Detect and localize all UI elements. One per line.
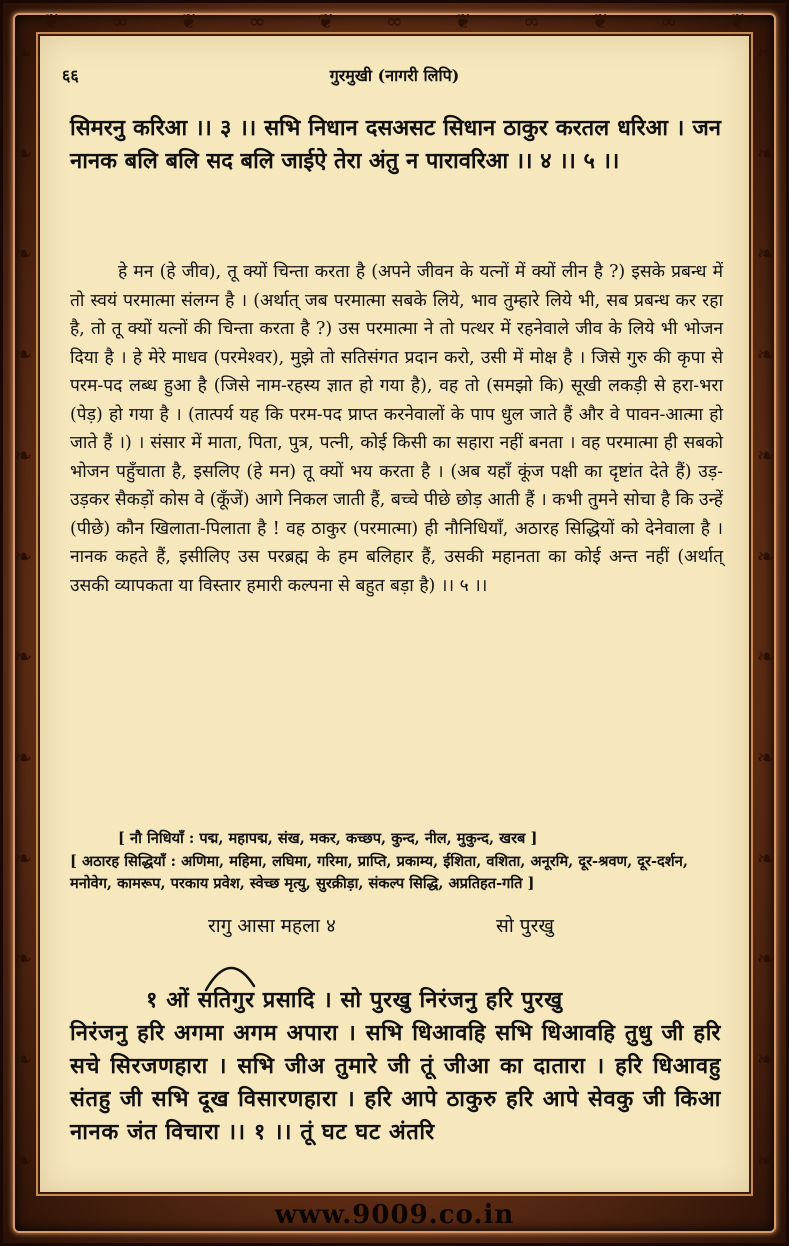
raag-heading <box>40 912 749 940</box>
scroll-ornament-icon: ❧ <box>13 846 33 872</box>
footnotes <box>70 828 723 896</box>
shabad-title: सो पुरखु <box>496 915 554 937</box>
scroll-ornament-icon: ❧ <box>756 1148 776 1174</box>
scroll-ornament-icon: ❦ <box>591 9 609 33</box>
scroll-ornament-icon: ❧ <box>13 544 33 570</box>
verse-block-top: सिमरनु करिआ ।। ३ ।। सभि निधान दसअसट सिधान ठाकुर करतल धरिआ । जन नानक बलि बलि सद बलि जाईऐ तेरा अंतु न पारावरिआ ।। ४ ।। ५ ।। <box>70 115 721 174</box>
scroll-ornament-icon: ❧ <box>13 443 33 469</box>
scroll-ornament-icon: ❧ <box>756 443 776 469</box>
scroll-ornament-icon: ❦ <box>180 9 197 33</box>
scroll-ornament-icon: ∞ <box>523 9 540 33</box>
commentary-paragraph: हे मन (हे जीव), तू क्यों चिन्ता करता है (अपने जीवन के यत्नों में क्यों लीन है ?) इसके प्रबन्ध में तो स्वयं परमात्मा संलग्न है । (अर्थात् जब परमात्मा सबके लिये, भाव तुम्हारे लिये भी, सब प्रबन्ध कर रहा है, तो तू क्यों यत्नों की चिन्ता करता है ?) उस परमात्मा ने तो पत्थर में रहनेवाले जीव के लिये भी भोजन दिया है । हे मेरे माधव (परमेश्वर), मुझे तो सतिसंगत प्रदान करो, उसी में मोक्ष है । जिसे गुरु की कृपा से परम-पद लब्ध हुआ है (जिसे नाम-रहस्य ज्ञात हो गया है), वह तो (समझो कि) सूखी लकड़ी से हरा-भरा (पेड़) हो गया है । (तात्पर्य यह कि परम-पद प्राप्त करनेवालों के पाप धुल जाते हैं और वे पावन-आत्मा हो जाते हैं ।) । संसार में माता, पिता, पुत्र, पत्नी, कोई किसी का सहारा नहीं बनता । वह परमात्मा ही सबको भोजन पहुँचाता है, इसलिए (हे मन) तू क्यों भय करता है । (अब यहाँ कूंज पक्षी का दृष्टांत देते हैं) उड़-उड़कर सैकड़ों कोस वे (कूँजें) आगे निकल जाती हैं, बच्चे पीछे छोड़ आती हैं । कभी तुमने सोचा है कि उन्हें (पीछे) कौन खिलाता-पिलाता है ! वह ठाकुर (परमात्मा) ही नौनिधियाँ, अठारह सिद्धियों को देनेवाला है । नानक कहते हैं, इसीलिए उस परब्रह्म के हम बलिहार हैं, उसकी महानता का कोई अन्त नहीं (अर्थात् उसकी व्यापकता या विस्तार हमारी कल्पना से बहुत बड़ा है) ।। ५ ।। <box>70 262 723 596</box>
note-eighteen-siddhis: [ अठारह सिद्धियाँ : अणिमा, महिमा, लघिमा, गरिमा, प्राप्ति, प्रकाम्य, ईशिता, वशिता, अनूरमि, दूर-श्रवण, दूर-दर्शन, मनोवेग, कामरूप, परकाय प्रवेश, स्वेच्छ मृत्यु, सुरक्रीड़ा, संकल्प सिद्धि, अप्रतिहत-गति ] <box>70 852 688 892</box>
scroll-ornament-icon: ∞ <box>248 9 266 33</box>
scripture-page <box>38 34 751 1194</box>
scroll-ornament-icon: ❦ <box>317 9 335 33</box>
scroll-ornament-icon: ❧ <box>13 1148 33 1174</box>
right-ornament-border <box>754 43 778 1173</box>
scroll-ornament-icon: ❧ <box>13 1048 33 1074</box>
scroll-ornament-icon: ❧ <box>756 343 776 369</box>
scroll-ornament-icon: ❧ <box>13 41 33 66</box>
scroll-ornament-icon: ❧ <box>756 645 776 671</box>
raag-name: रागु आसा महला ४ <box>208 915 336 937</box>
scroll-ornament-icon: ∞ <box>111 9 129 33</box>
note-nine-treasures: [ नौ निधियाँ : पद्म, महापद्म, संख, मकर, कच्छप, कुन्द, नील, मुकुन्द, खरब ] <box>118 830 538 847</box>
website-url: www.9009.co.in <box>274 1200 515 1230</box>
page-header <box>62 64 727 88</box>
scroll-ornament-icon: ❧ <box>13 645 33 671</box>
scroll-ornament-icon: ❧ <box>756 41 776 66</box>
scroll-ornament-icon: ❧ <box>13 343 33 369</box>
top-ornament-border <box>43 9 746 33</box>
verse-continuation: निरंजनु हरि अगमा अगम अपारा । सभि धिआवहि सभि धिआवहि तुधु जी हरि सचे सिरजणहारा । सभि जीअ तुमारे जी तूं जीआ का दातारा । हरि धिआवहु संतहु जी सभि दूख विसारणहारा । हरि आपे ठाकुरु हरि आपे सेवकु जी किआ नानक जंत विचारा ।। १ ।। तूं घट घट अंतरि <box>70 1020 721 1145</box>
verse-block-bottom <box>70 984 721 1149</box>
left-ornament-border <box>11 43 35 1173</box>
verse-mool-line: १ ओं सतिगुर प्रसादि । सो पुरखु निरंजनु हरि पुरखु <box>146 987 563 1013</box>
scroll-ornament-icon: ❧ <box>13 141 33 167</box>
scroll-ornament-icon: ∞ <box>660 9 678 33</box>
scroll-ornament-icon: ❧ <box>756 1048 776 1074</box>
scroll-ornament-icon: ❧ <box>756 846 776 872</box>
scroll-ornament-icon: ❧ <box>756 242 776 268</box>
scroll-ornament-icon: ❧ <box>756 746 776 772</box>
scroll-ornament-icon: ❧ <box>13 242 33 268</box>
page-number: ६६ <box>62 66 79 85</box>
running-title: गुरमुखी (नागरी लिपि) <box>329 66 460 85</box>
scroll-ornament-icon: ❧ <box>13 947 33 973</box>
scroll-ornament-icon: ❧ <box>756 141 776 167</box>
scroll-ornament-icon: ❧ <box>13 746 33 772</box>
scroll-ornament-icon: ❦ <box>729 9 746 33</box>
scroll-ornament-icon: ∞ <box>386 9 403 33</box>
scroll-ornament-icon: ❧ <box>756 947 776 973</box>
scroll-ornament-icon: ❦ <box>43 9 60 33</box>
scroll-ornament-icon: ❦ <box>454 9 472 33</box>
scroll-ornament-icon: ❧ <box>756 544 776 570</box>
